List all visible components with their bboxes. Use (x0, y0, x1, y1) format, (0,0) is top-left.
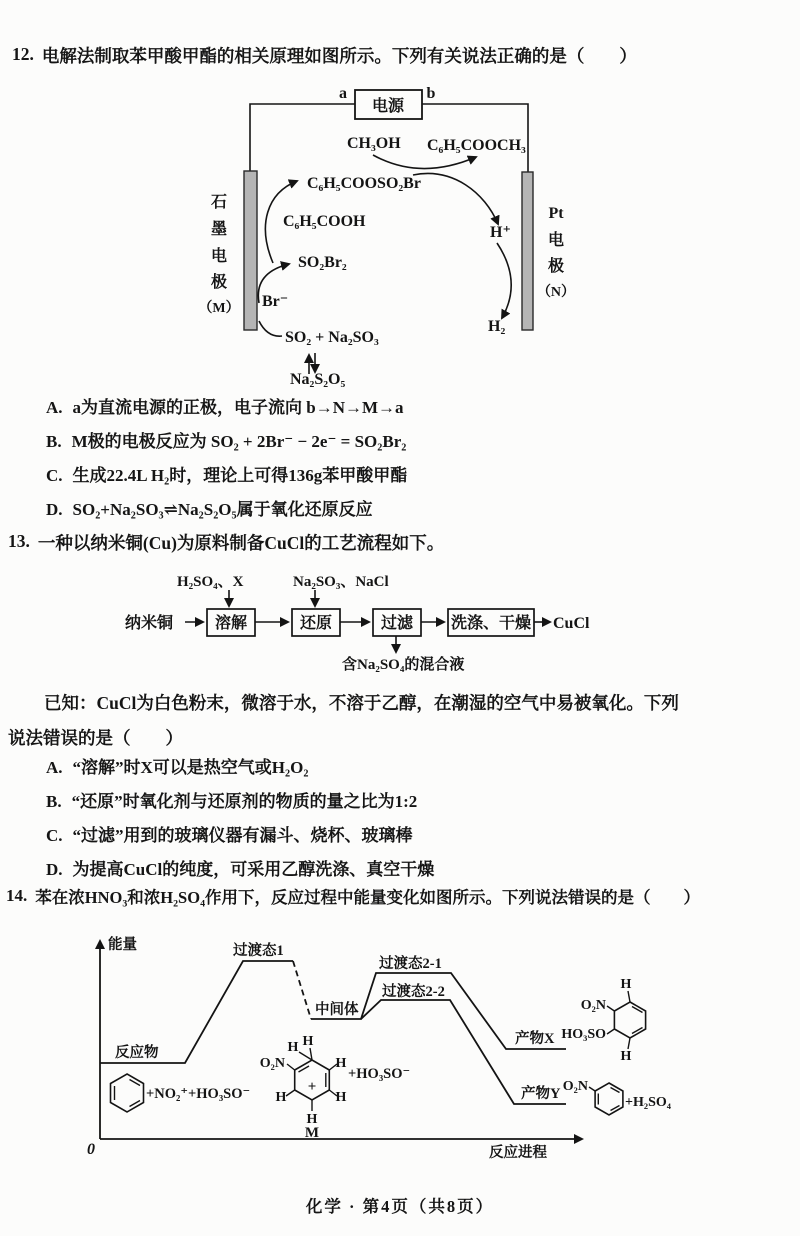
sulfuryl-bromide-formula: SO₂Br₂ (298, 254, 347, 271)
h-atom: H (302, 1034, 314, 1049)
energy-curve (100, 961, 566, 1104)
q12-option-a (46, 396, 404, 420)
q13-process-flow-diagram (100, 565, 680, 677)
page-footer: 化学 · 第4页（共8页） (305, 1197, 495, 1216)
dissolve-step-label: 溶解 (214, 615, 248, 632)
ester-formula: C₆H₅COOCH₃ (427, 137, 526, 154)
q13-option-c (46, 824, 413, 848)
q12-option-b-label: B. (46, 432, 62, 451)
h-atom: H (306, 1112, 318, 1127)
so2-na2so3-formula: SO₂ + Na₂SO₃ (285, 329, 379, 346)
o2n-group: O₂N (562, 1079, 588, 1094)
proton-to-h2-arrow (497, 243, 511, 318)
terminal-b-label: b (426, 85, 436, 102)
q12-option-d-label: D. (46, 500, 63, 519)
h-atom: H (287, 1040, 299, 1055)
svg-text:墨: 墨 (210, 221, 228, 238)
ho3so-group: HO₃SO (561, 1027, 606, 1042)
left-wire (250, 104, 355, 171)
axes (87, 935, 582, 1161)
ts1-label: 过渡态1 (233, 943, 284, 959)
graphite-electrode (244, 171, 257, 330)
reactant-structure (111, 1074, 251, 1112)
o2n-group: O₂N (580, 998, 606, 1013)
flow-input-label: 纳米铜 (125, 615, 174, 632)
hoso-counter-ion: +HO₃SO⁻ (348, 1066, 411, 1082)
flow-output-label: CuCl (553, 615, 590, 632)
h2so4-byproduct: +H₂SO₄ (625, 1095, 671, 1110)
intermediate-structure (260, 1034, 410, 1141)
question-14 (6, 886, 794, 910)
svg-text:Pt: Pt (548, 205, 564, 222)
q12-option-b-text: M极的电极反应为 SO₂ + 2Br⁻ − 2e⁻ = SO₂Br₂ (71, 432, 407, 451)
h-atom: H (620, 1049, 632, 1064)
q12-option-c-text: 生成22.4L H₂时，理论上可得136g苯甲酸甲酯 (72, 466, 408, 485)
q12-option-d-text: SO₂+Na₂SO₃⇌Na₂S₂O₅属于氧化还原反应 (72, 500, 373, 519)
question-13 (8, 531, 788, 555)
o2n-group: O₂N (259, 1056, 285, 1071)
nitrobenzene-ring (595, 1083, 623, 1115)
power-supply-label: 电源 (371, 98, 405, 115)
product-y-label: 产物Y (521, 1086, 561, 1102)
feed2-label: Na₂SO₃、NaCl (293, 574, 389, 590)
q13-option-a-label: A. (46, 758, 63, 777)
na2s2o5-formula: Na₂S₂O₅ (290, 371, 346, 388)
q13-known-line1: 已知：CuCl为白色粉末，微溶于水，不溶于乙醇，在潮湿的空气中易被氧化。下列 (44, 693, 679, 713)
q13-option-d-text: 为提高CuCl的纯度，可采用乙醇洗涤、真空干燥 (72, 860, 435, 879)
q12-electrolysis-diagram (185, 85, 587, 399)
platinum-electrode (522, 172, 533, 330)
electrode-to-so2-line (259, 321, 282, 336)
svg-text:（M）: （M） (198, 301, 240, 316)
q12-option-a-text: a为直流电源的正极，电子流向 b→N→M→a (72, 398, 404, 417)
y-axis-label: 能量 (108, 937, 137, 953)
hydrogen-formula: H₂ (488, 318, 506, 335)
q13-option-a (46, 756, 308, 780)
q13-option-d (46, 858, 434, 882)
q13-option-c-label: C. (46, 826, 63, 845)
acyl-intermediate-formula: C₆H₅COOSO₂Br (307, 175, 421, 192)
q13-option-d-label: D. (46, 860, 63, 879)
reactants-label: 反应物 (115, 1045, 159, 1061)
q12-option-b (46, 430, 406, 454)
product-x-structure (561, 977, 645, 1064)
product-y-structure (563, 1079, 672, 1115)
platinum-electrode-label (537, 205, 575, 300)
h-atom: H (335, 1090, 347, 1105)
question-13-stem: 一种以纳米铜(Cu)为原料制备CuCl的工艺流程如下。 (37, 533, 445, 553)
q13-option-b-text: “还原”时氧化剂与还原剂的物质的量之比为1:2 (71, 792, 418, 811)
bromide-ion-formula: Br⁻ (262, 293, 289, 310)
q12-option-a-label: A. (46, 398, 63, 417)
x-axis-label: 反应进程 (489, 1145, 547, 1161)
plus-charge: + (307, 1079, 317, 1095)
methanol-to-ester-arrow (373, 155, 476, 169)
q13-option-b (46, 790, 417, 814)
benzene-ring (111, 1074, 144, 1112)
reactant-formula: +NO₂⁺+HO₃SO⁻ (146, 1086, 251, 1102)
q14-energy-diagram (85, 925, 729, 1175)
filter-step-label: 过滤 (380, 615, 414, 632)
reduce-step-label: 还原 (299, 615, 333, 632)
terminal-a-label: a (339, 85, 347, 102)
q13-option-a-text: “溶解”时X可以是热空气或H₂O₂ (72, 758, 309, 777)
svg-text:电: 电 (547, 232, 565, 249)
question-13-number: 13. (8, 531, 30, 551)
diene-ring (614, 1002, 645, 1038)
question-12-number: 12. (12, 44, 34, 64)
svg-text:（N）: （N） (536, 285, 576, 300)
feed1-label: H₂SO₄、X (177, 574, 244, 590)
h-atom: H (620, 977, 632, 992)
graphite-electrode-label (198, 193, 239, 316)
q13-known-line2: 说法错误的是（ ） (8, 728, 183, 748)
svg-text:极: 极 (210, 274, 228, 291)
question-12-stem: 电解法制取苯甲酸甲酯的相关原理如图所示。下列有关说法正确的是（ ） (41, 46, 637, 66)
question-14-number: 14. (6, 886, 28, 905)
wash-dry-step-label: 洗涤、干燥 (450, 615, 532, 632)
question-12 (12, 44, 788, 68)
ts2-2-label: 过渡态2-2 (382, 984, 445, 1000)
q12-option-d (46, 498, 373, 522)
intermediate-m-label: M (304, 1125, 320, 1141)
filtrate-label: 含Na₂SO₄的混合液 (342, 657, 465, 673)
svg-text:极: 极 (547, 258, 565, 275)
curve-ts1-to-intermediate-dashed (293, 961, 311, 1019)
q12-option-c-label: C. (46, 466, 63, 485)
q13-option-b-label: B. (46, 792, 62, 811)
svg-text:石: 石 (210, 194, 228, 211)
svg-text:电: 电 (210, 248, 228, 265)
intermediate-label: 中间体 (315, 1002, 359, 1018)
curve-labels (115, 941, 561, 1102)
benzoic-acid-formula: C₆H₅COOH (283, 213, 366, 230)
methanol-formula: CH₃OH (347, 135, 401, 152)
ts2-1-label: 过渡态2-1 (379, 956, 442, 972)
h-atom: H (275, 1090, 287, 1105)
q12-option-c (46, 464, 407, 488)
question-14-stem: 苯在浓HNO₃和浓H₂SO₄作用下，反应过程中能量变化如图所示。下列说法错误的是（ ） (35, 888, 701, 907)
origin-label: 0 (87, 1141, 95, 1158)
h-atom: H (335, 1056, 347, 1071)
product-x-label: 产物X (515, 1031, 555, 1047)
to-proton-arrow (413, 174, 498, 224)
proton-formula: H⁺ (490, 224, 511, 241)
q13-option-c-text: “过滤”用到的玻璃仪器有漏斗、烧杯、玻璃棒 (72, 826, 413, 845)
